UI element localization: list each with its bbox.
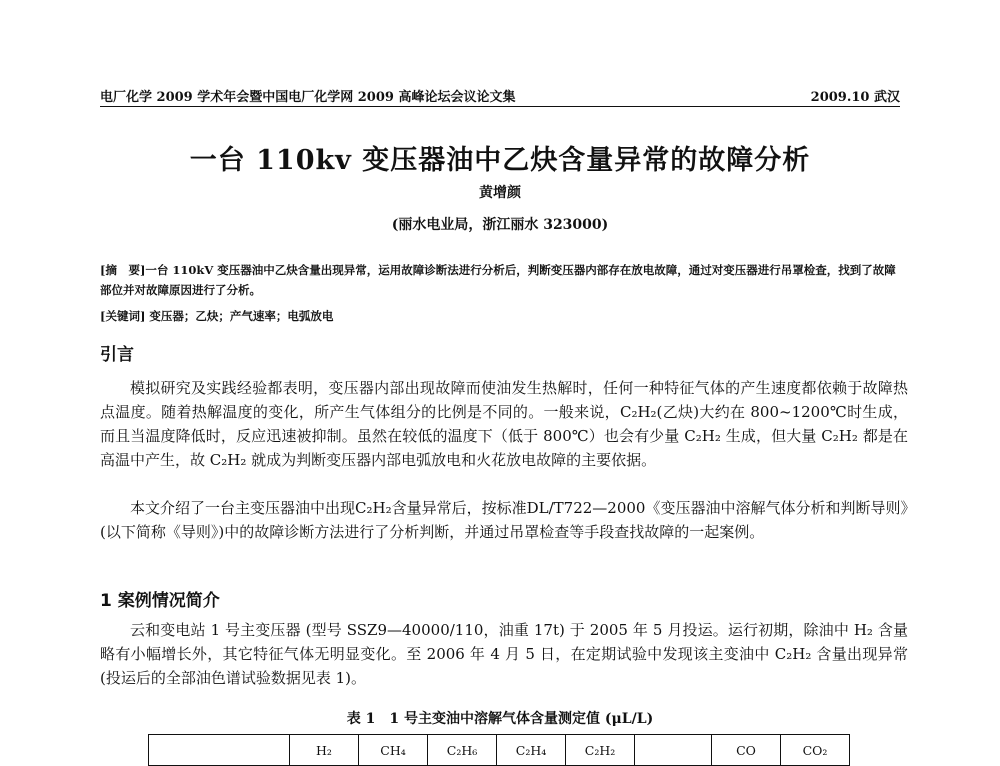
section-1-paragraph: 云和变电站 1 号主变压器 (型号 SSZ9—40000/110，油重 17t) 于 2005 年 5 月投运。运行初期，除油中 H₂ 含量略有小幅增长外，其它特征气体无明显变化。至 2006 年 4 月 5 日，在定期试验中发现该主变油中 C₂H₂ 含量出现异常(投运后的全部油色谱试验数据见表 1)。 <box>100 621 908 687</box>
intro-paragraph-2: 本文介绍了一台主变压器油中出现C₂H₂含量异常后，按标准DL/T722—2000《变压器油中溶解气体分析和判断导则》(以下简称《导则》)中的故障诊断方法进行了分析判断，并通过吊罩检查等手段查找故障的一起案例。 <box>100 499 908 541</box>
gas-content-table <box>148 734 850 766</box>
keywords: [关键词] 变压器；乙炔；产气速率；电弧放电 <box>100 309 334 323</box>
table-header-cell: H₂ <box>290 735 359 766</box>
intro-paragraph-1: 模拟研究及实践经验都表明，变压器内部出现故障而使油发生热解时，任何一种特征气体的产生速度都依赖于故障热点温度。随着热解温度的变化，所产生气体组分的比例是不同的。一般来说，C₂H₂(乙炔)大约在 800~1200℃时生成，而且当温度降低时，反应迅速被抑制。虽然在较低的温度下（低于 800℃）也会有少量 C₂H₂ 生成，但大量 C₂H₂ 都是在高温中产生，故 C₂H₂ 就成为判断变压器内部电弧放电和火花放电故障的主要依据。 <box>100 379 908 469</box>
table-caption: 表 1 1 号主变油中溶解气体含量测定值 (μL/L) <box>346 711 654 727</box>
running-header-left: 电厂化学 2009 学术年会暨中国电厂化学网 2009 高峰论坛会议论文集 <box>100 90 516 105</box>
table-header-cell: C₂H₄ <box>497 735 566 766</box>
table-header-row <box>149 735 850 766</box>
abstract: [摘 要]一台 110kV 变压器油中乙炔含量出现异常，运用故障诊断法进行分析后，判断变压器内部存在放电故障，通过对变压器进行吊罩检查，找到了故障部位并对故障原因进行了分析。 <box>100 263 896 297</box>
intro-heading: 引言 <box>100 345 134 365</box>
author-name: 黄增颜 <box>479 185 521 201</box>
paper-title: 一台 110kv 变压器油中乙炔含量异常的故障分析 <box>189 145 811 176</box>
table-header-cell: CO₂ <box>781 735 850 766</box>
author-affiliation: (丽水电业局，浙江丽水 323000) <box>391 217 609 233</box>
table-header-cell: CH₄ <box>359 735 428 766</box>
header-rule <box>100 106 900 107</box>
section-1-heading: 1 案例情况简介 <box>100 591 220 611</box>
table-header-cell: C₂H₂ <box>566 735 635 766</box>
running-header-right: 2009.10 武汉 <box>810 90 900 105</box>
table-header-cell: C₂H₆ <box>428 735 497 766</box>
table-header-cell <box>149 735 290 766</box>
table-header-cell <box>635 735 712 766</box>
table-header-cell: CO <box>712 735 781 766</box>
